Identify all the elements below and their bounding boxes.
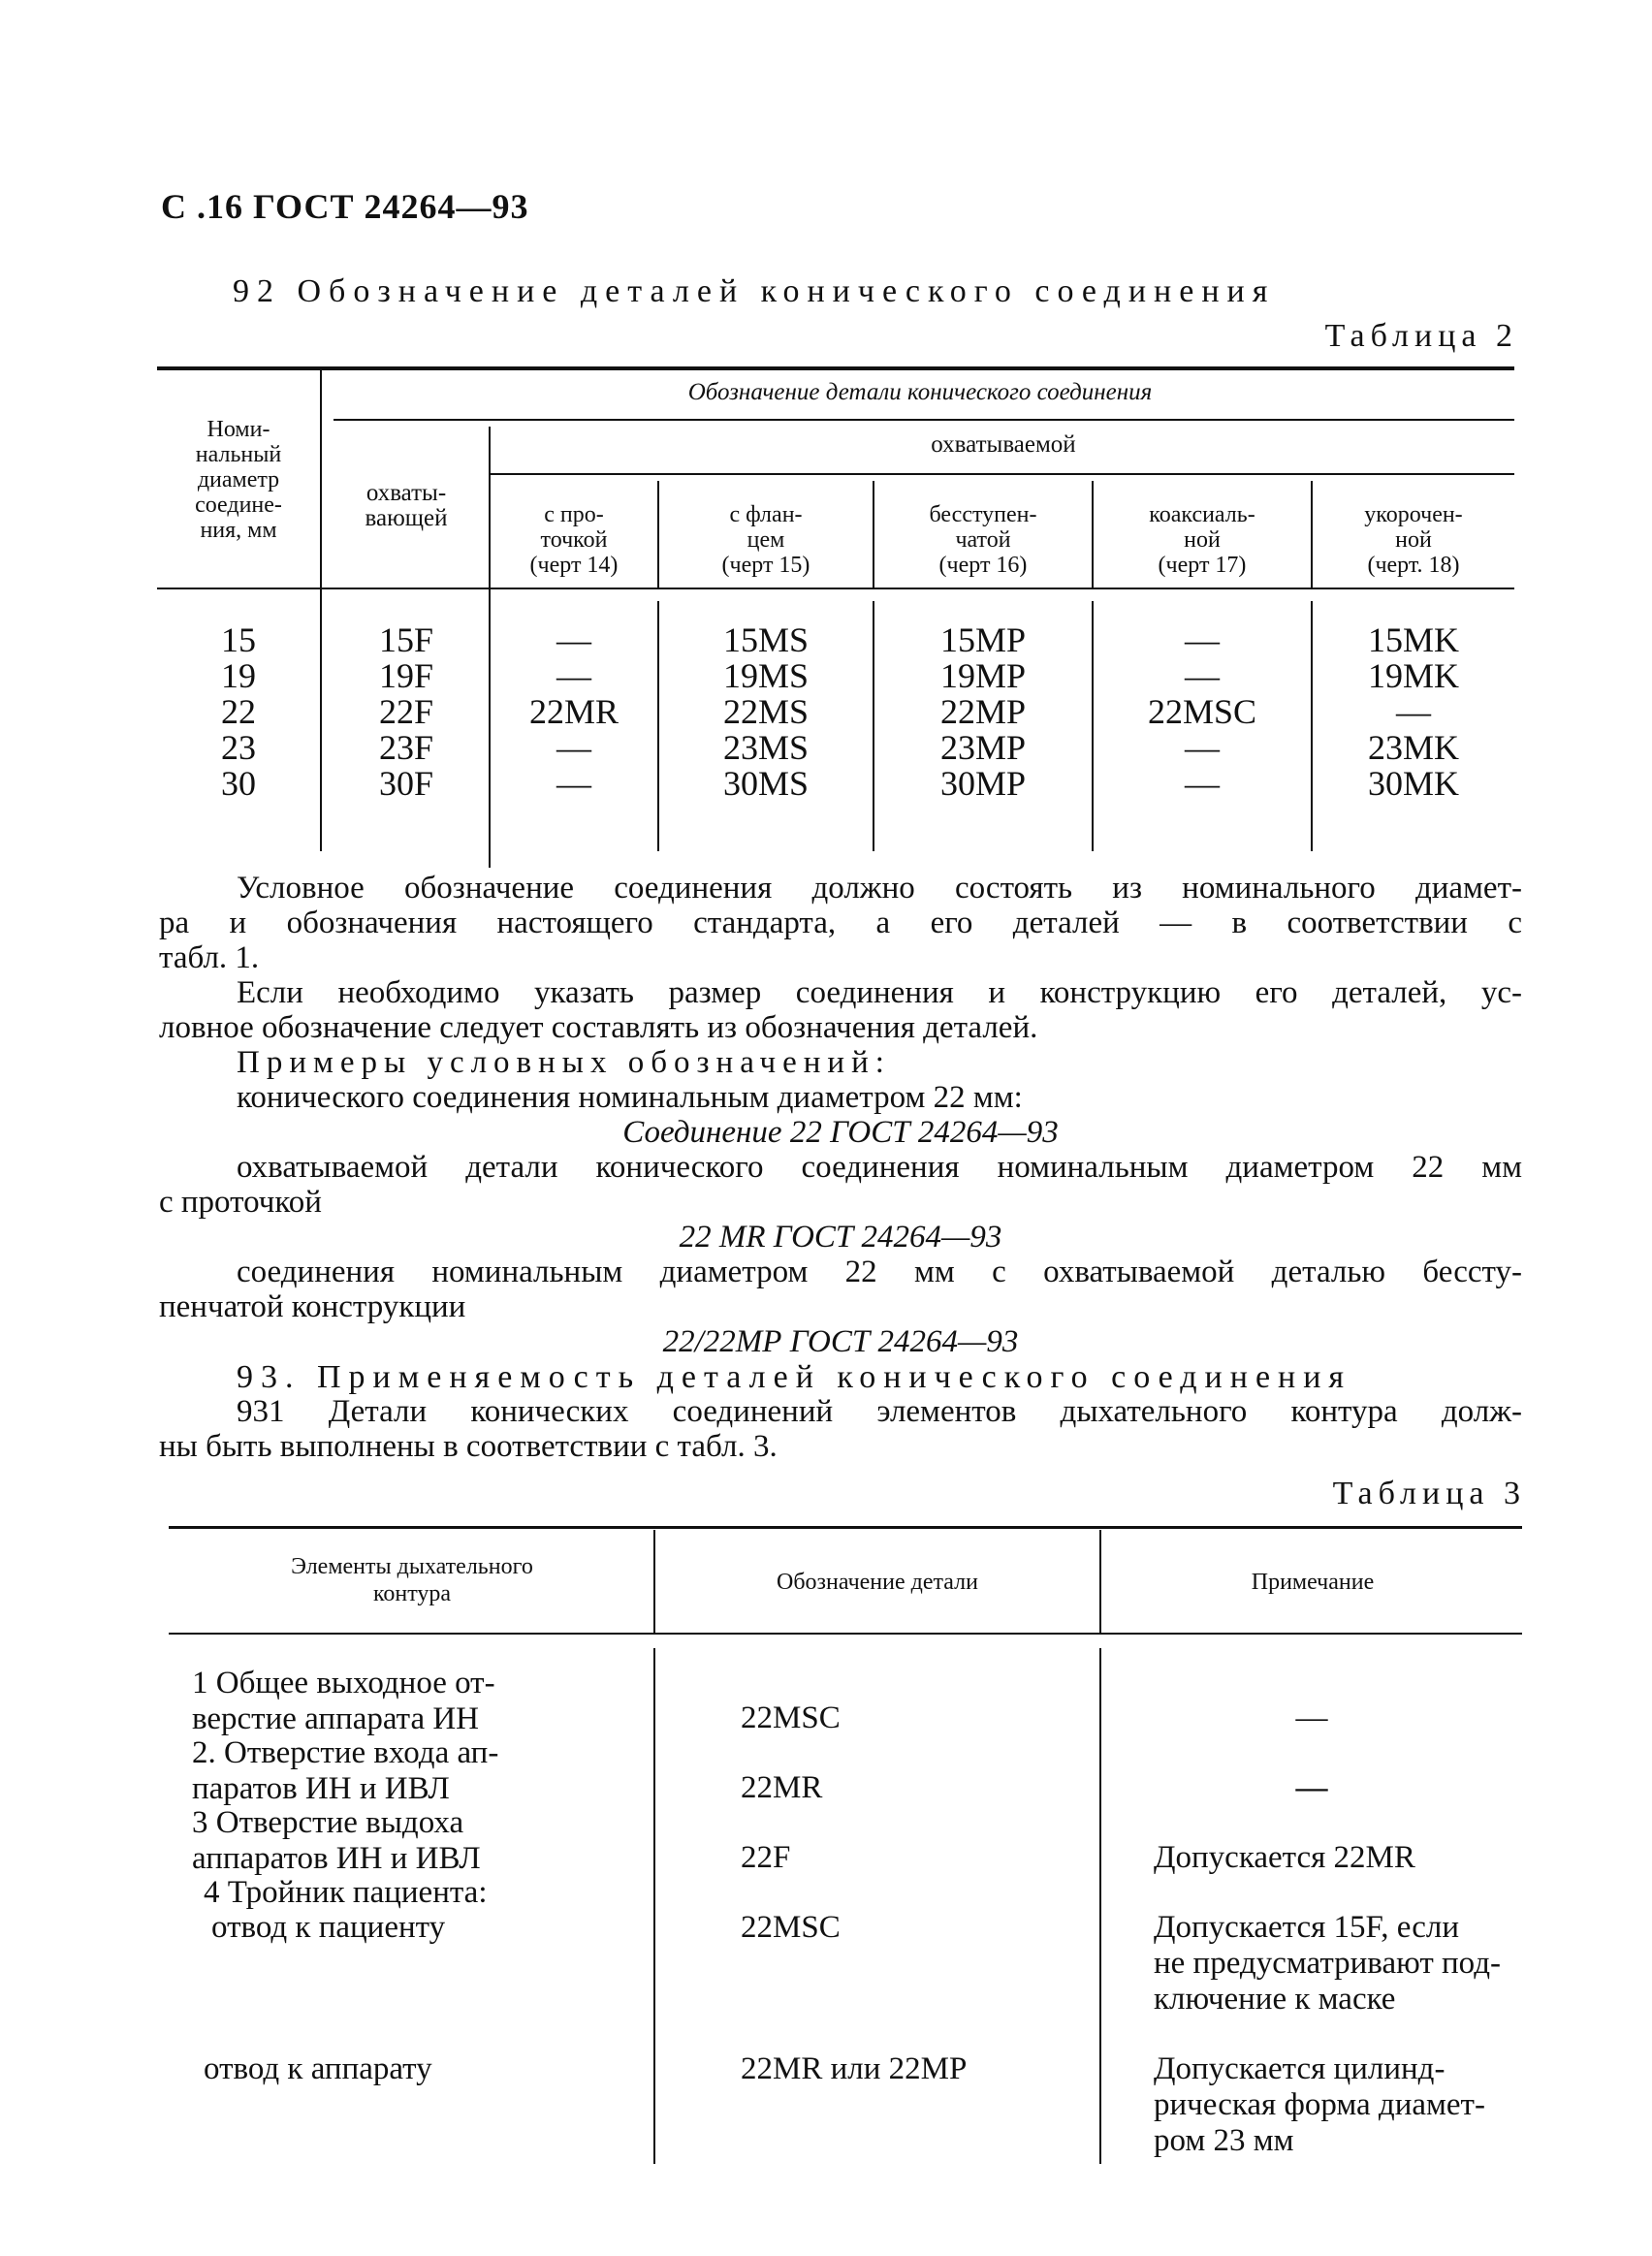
table2-col-stepless: 15MP 19MP 22MP 23MP 30MP [939, 620, 1027, 803]
table2-header-female: охваты- вающей [365, 480, 448, 531]
paragraph-931-line-1: 931 Детали конических соединений элементов дыхательного контура долж- [237, 1394, 1522, 1429]
table3-row-2-designation: 22MR [741, 1770, 823, 1805]
table2-col-nominal: 15 19 22 23 30 [221, 620, 256, 803]
table3-row-1-note: — [1295, 1700, 1328, 1735]
table2-header-short: укорочен- ной (черт. 18) [1364, 502, 1463, 578]
table3-row-5-element: отвод к пациенту [211, 1910, 446, 1945]
table3-row-6-designation: 22MR или 22MP [741, 2051, 968, 2086]
table2-col-short: 15MK 19MK — 23MK 30MK [1367, 620, 1459, 803]
paragraph-2-line-1: Если необходимо указать размер соединения и конструкцию его деталей, ус- [237, 975, 1522, 1010]
table3-row-5-note: Допускается 15F, если не предусматривают под- ключение к маске [1154, 1910, 1501, 2017]
table3-row-2-note: — [1295, 1770, 1328, 1805]
paragraph-2-line-2: ловное обозначение следует составлять из обозначения деталей. [159, 1010, 1038, 1045]
paragraph-1-line-2: ра и обозначения настоящего стандарта, а его деталей — в соответствии с [159, 906, 1522, 940]
table2-header-stepless: бесступен- чатой (черт 16) [929, 502, 1037, 578]
table2-header-coaxial: коаксиаль- ной (черт 17) [1149, 502, 1255, 578]
table2-caption: Таблица 2 [1324, 318, 1518, 354]
table3-row-3-element: 3 Отверстие выдоха аппаратов ИН и ИВЛ [192, 1805, 481, 1876]
table2-header-flange: с флан- цем (черт 15) [721, 502, 810, 578]
table2-subgroup-title: охватываемой [931, 431, 1076, 458]
table3-row-3-designation: 22F [741, 1840, 791, 1875]
example-3-code: 22/22МР ГОСТ 24264—93 [662, 1324, 1019, 1359]
table3-row-2-element: 2. Отверстие входа ап- паратов ИН и ИВЛ [192, 1735, 499, 1806]
table3-header-note: Примечание [1251, 1570, 1375, 1595]
example-2-line-2: с проточкой [159, 1185, 322, 1220]
table3-caption: Таблица 3 [1332, 1476, 1526, 1511]
example-2-code: 22 MR ГОСТ 24264—93 [679, 1220, 1002, 1255]
example-3-line-1: соединения номинальным диаметром 22 мм с охватываемой деталью бессту- [237, 1255, 1522, 1289]
table2-col-female: 15F 19F 22F 23F 30F [378, 620, 434, 803]
example-3-line-2: пенчатой конструкции [159, 1289, 466, 1324]
example-2-line-1: охватываемой детали конического соединения номинальным диаметром 22 мм [237, 1150, 1522, 1185]
table3-header-designation: Обозначение детали [777, 1570, 978, 1595]
table3-row-1-designation: 22MSC [741, 1700, 841, 1735]
page-header: С .16 ГОСТ 24264—93 [161, 187, 529, 226]
table2-col-flange: 15MS 19MS 22MS 23MS 30MS [722, 620, 810, 803]
section-92-title: 92 Обозначение деталей конического соединения [233, 273, 1276, 309]
table3-row-1-element: 1 Общее выходное от- верстие аппарата ИН [192, 1666, 495, 1736]
table3-row-6-element: отвод к аппарату [204, 2051, 432, 2086]
table3-header-element: Элементы дыхательного контура [291, 1554, 533, 1606]
section-93-title: 93. Применяемость деталей конического соединения [237, 1359, 1352, 1395]
example-1-text: конического соединения номинальным диаметром 22 мм: [237, 1080, 1023, 1115]
table2-col-groove: — — 22MR — — [528, 620, 620, 803]
paragraph-1-line-3: табл. 1. [159, 940, 260, 975]
table2-header-nominal: Номи- нальный диаметр соедине- ния, мм [195, 417, 282, 543]
table3-row-4-element: 4 Тройник пациента: [204, 1875, 488, 1910]
table3-row-6-note: Допускается цилинд- рическая форма диамет- ром 23 мм [1154, 2051, 1485, 2158]
paragraph-1-line-1: Условное обозначение соединения должно состоять из номинального диамет- [237, 871, 1522, 906]
table3-row-3-note: Допускается 22MR [1154, 1840, 1415, 1875]
example-1-code: Соединение 22 ГОСТ 24264—93 [622, 1115, 1059, 1150]
table2-header-groove: с про- точкой (черт 14) [529, 502, 619, 578]
table2-col-coaxial: — — 22MSC — — [1147, 620, 1257, 803]
examples-title: Примеры условных обозначений: [237, 1045, 891, 1080]
paragraph-931-line-2: ны быть выполнены в соответствии с табл. 3. [159, 1429, 778, 1464]
table2-group-title: Обозначение детали конического соединения [687, 379, 1153, 405]
table3-row-5-designation: 22MSC [741, 1910, 841, 1945]
